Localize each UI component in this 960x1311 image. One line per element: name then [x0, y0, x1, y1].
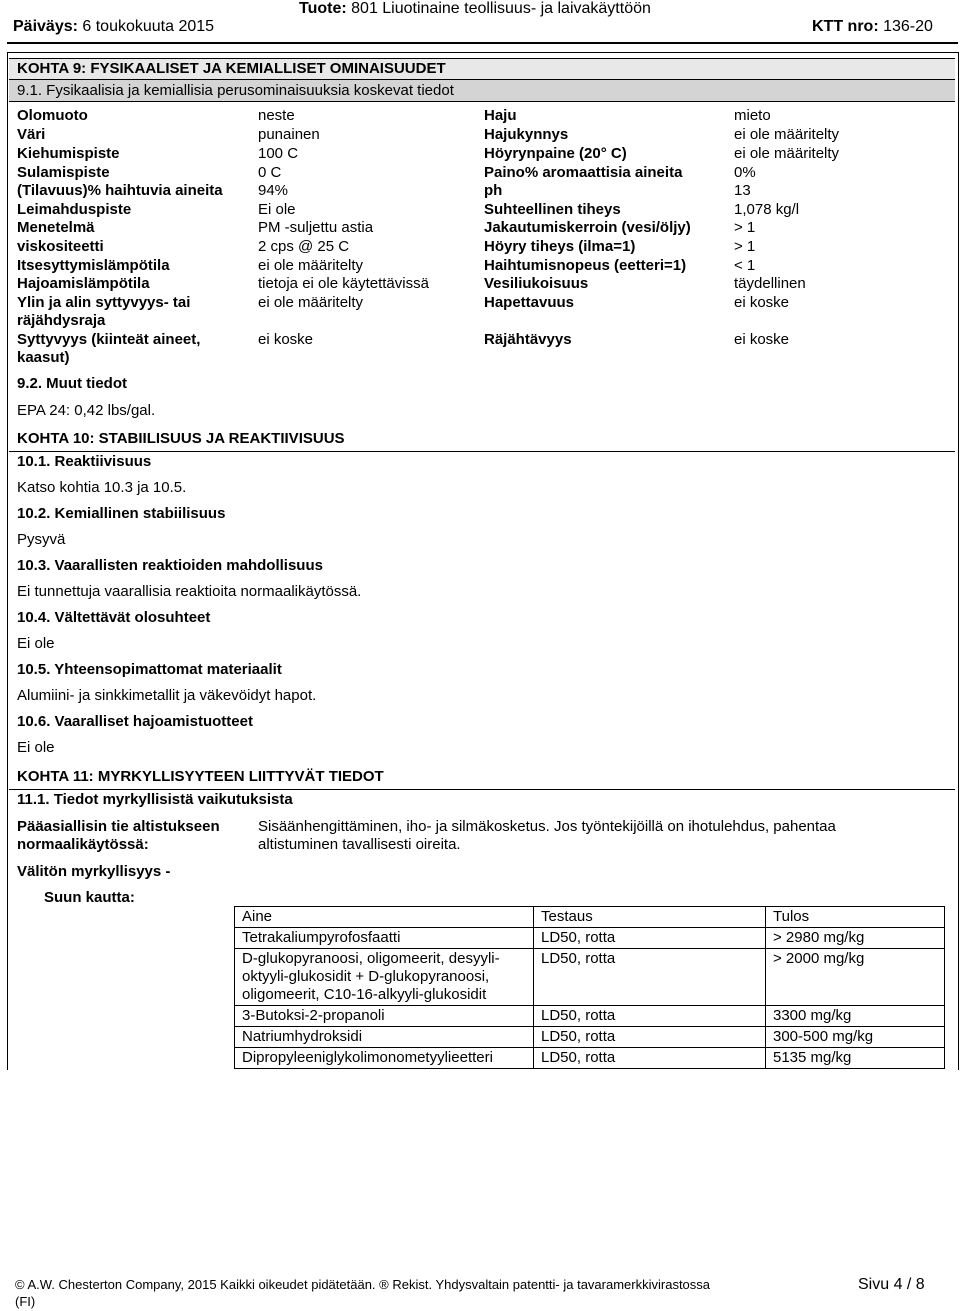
section11-heading: KOHTA 11: MYRKYLLISYYTEEN LIITTYVÄT TIEDOT: [17, 768, 384, 785]
product-label: Tuote:: [299, 0, 347, 17]
table-row: [235, 928, 945, 949]
property-label-left: Kiehumispiste: [17, 145, 120, 162]
property-label-right: Suhteellinen tiheys: [484, 201, 621, 218]
property-value-right: ei koske: [734, 331, 790, 348]
table-cell: 300-500 mg/kg: [766, 1027, 945, 1048]
header-rule: [7, 42, 958, 44]
footer-copyright: © A.W. Chesterton Company, 2015 Kaikki oikeudet pidätetään. ® Rekist. Yhdysvaltain patentti- ja tavaramerkkivirastossa: [15, 1277, 711, 1292]
property-label-right: Haihtumisnopeus (eetteri=1): [484, 257, 687, 274]
oral-label: Suun kautta:: [44, 889, 135, 906]
section10-item-text: Ei ole: [17, 739, 55, 756]
property-label-left: Ylin ja alin syttyvyys- tai räjähdysraja: [17, 294, 191, 329]
table-cell: Dipropyleeniglykolimonometyylieetteri: [235, 1048, 534, 1069]
property-label-right: Hajukynnys: [484, 126, 569, 143]
section10-item-title: 10.1. Reaktiivisuus: [17, 453, 152, 470]
table-row: [235, 1048, 945, 1069]
section10-item-text: Pysyvä: [17, 531, 66, 548]
property-value-right: 1,078 kg/l: [734, 201, 800, 218]
property-label-right: Haju: [484, 107, 517, 124]
property-value-left: Ei ole: [258, 201, 296, 218]
property-label-right: Vesiliukoisuus: [484, 275, 589, 292]
table-cell: LD50, rotta: [534, 928, 766, 949]
table-cell: D-glukopyranoosi, oligomeerit, desyyli-oktyyli-glukosidit + D-glukopyranoosi, oligomeerit, C10-16-alkyyli-glukosidit: [235, 949, 534, 1006]
property-label-left: Leimahduspiste: [17, 201, 132, 218]
property-value-right: 0%: [734, 164, 756, 181]
property-value-left: PM -suljettu astia: [258, 219, 374, 236]
table-header-row: [235, 907, 945, 928]
property-value-left: ei ole määritelty: [258, 257, 364, 274]
property-label-left: Hajoamislämpötila: [17, 275, 150, 292]
property-label-right: Paino% aromaattisia aineita: [484, 164, 683, 181]
property-value-left: 0 C: [258, 164, 282, 181]
table-cell: 3300 mg/kg: [766, 1006, 945, 1027]
section9-heading: KOHTA 9: FYSIKAALISET JA KEMIALLISET OMINAISUUDET: [9, 58, 955, 80]
section10-rule: [9, 451, 955, 452]
section10-item-text: Katso kohtia 10.3 ja 10.5.: [17, 479, 187, 496]
footer-page-number: Sivu 4 / 8: [858, 1276, 925, 1293]
property-value-left: 94%: [258, 182, 289, 199]
property-label-left: Olomuoto: [17, 107, 88, 124]
property-label-right: Höyrynpaine (20° C): [484, 145, 627, 162]
table-row: [235, 1006, 945, 1027]
property-value-left: ei koske: [258, 331, 314, 348]
ktt-value: 136-20: [883, 18, 933, 35]
property-value-left: ei ole määritelty: [258, 294, 364, 311]
section9-2-title: 9.2. Muut tiedot: [17, 375, 127, 392]
property-value-left: tietoja ei ole käytettävissä: [258, 275, 429, 292]
date-label: Päiväys:: [13, 18, 78, 35]
section10-item-text: Alumiini- ja sinkkimetallit ja väkevöidyt hapot.: [17, 687, 317, 704]
table-row: [235, 1027, 945, 1048]
table-cell: > 2000 mg/kg: [766, 949, 945, 1006]
property-value-left: 2 cps @ 25 C: [258, 238, 350, 255]
section10-item-title: 10.3. Vaarallisten reaktioiden mahdollisuus: [17, 557, 323, 574]
header-date: [13, 18, 214, 36]
property-label-left: Itsesyttymislämpötila: [17, 257, 170, 274]
exposure-label: Pääasiallisin tie altistukseen normaalikäytössä:: [17, 818, 220, 853]
property-label-right: Jakautumiskerroin (vesi/öljy): [484, 219, 691, 236]
section9-subheading: 9.1. Fysikaalisia ja kemiallisia perusominaisuuksia koskevat tiedot: [9, 80, 955, 102]
property-label-left: Väri: [17, 126, 46, 143]
property-value-right: < 1: [734, 257, 756, 274]
table-header-cell: Aine: [235, 907, 534, 928]
ktt-label: KTT nro:: [812, 18, 879, 35]
table-cell: LD50, rotta: [534, 949, 766, 1006]
acute-toxicity-label: Välitön myrkyllisyys -: [17, 863, 171, 880]
property-label-right: Räjähtävyys: [484, 331, 572, 348]
section10-item-title: 10.5. Yhteensopimattomat materiaalit: [17, 661, 282, 678]
toxicity-table: [234, 906, 945, 1069]
footer-language: (FI): [15, 1294, 36, 1309]
property-value-left: 100 C: [258, 145, 299, 162]
section10-item-title: 10.2. Kemiallinen stabiilisuus: [17, 505, 226, 522]
section10-item-title: 10.4. Vältettävät olosuhteet: [17, 609, 211, 626]
table-cell: > 2980 mg/kg: [766, 928, 945, 949]
property-value-right: mieto: [734, 107, 771, 124]
section9-2-text: EPA 24: 0,42 lbs/gal.: [17, 402, 156, 419]
property-value-right: ei ole määritelty: [734, 145, 840, 162]
section10-heading: KOHTA 10: STABIILISUUS JA REAKTIIVISUUS: [17, 430, 345, 447]
table-header-cell: Tulos: [766, 907, 945, 928]
property-label-left: (Tilavuus)% haihtuvia aineita: [17, 182, 223, 199]
section11-subheading: 11.1. Tiedot myrkyllisistä vaikutuksista: [17, 791, 293, 808]
section10-item-title: 10.6. Vaaralliset hajoamistuotteet: [17, 713, 253, 730]
table-cell: LD50, rotta: [534, 1006, 766, 1027]
header-product: [299, 0, 651, 18]
property-label-left: Menetelmä: [17, 219, 95, 236]
table-row: [235, 949, 945, 1006]
property-label-right: Höyry tiheys (ilma=1): [484, 238, 636, 255]
table-cell: 3-Butoksi-2-propanoli: [235, 1006, 534, 1027]
property-value-left: punainen: [258, 126, 320, 143]
date-value: 6 toukokuuta 2015: [82, 18, 215, 35]
property-value-right: 13: [734, 182, 751, 199]
property-label-left: Syttyvyys (kiinteät aineet, kaasut): [17, 331, 201, 366]
property-value-left: neste: [258, 107, 295, 124]
table-cell: Natriumhydroksidi: [235, 1027, 534, 1048]
property-value-right: ei koske: [734, 294, 790, 311]
property-label-left: viskositeetti: [17, 238, 104, 255]
table-cell: 5135 mg/kg: [766, 1048, 945, 1069]
table-cell: Tetrakaliumpyrofosfaatti: [235, 928, 534, 949]
section11-rule: [9, 789, 955, 790]
exposure-text: Sisäänhengittäminen, iho- ja silmäkosketus. Jos työntekijöillä on ihotulehdus, pahentaa altistuminen tavallisesti oireita.: [258, 818, 836, 853]
property-value-right: ei ole määritelty: [734, 126, 840, 143]
property-label-left: Sulamispiste: [17, 164, 110, 181]
property-value-right: > 1: [734, 238, 756, 255]
property-label-right: ph: [484, 182, 503, 199]
product-name: 801 Liuotinaine teollisuus- ja laivakäyttöön: [351, 0, 651, 17]
property-label-right: Hapettavuus: [484, 294, 575, 311]
table-cell: LD50, rotta: [534, 1027, 766, 1048]
section10-item-text: Ei tunnettuja vaarallisia reaktioita normaalikäytössä.: [17, 583, 362, 600]
header-ktt: [812, 18, 933, 36]
table-cell: LD50, rotta: [534, 1048, 766, 1069]
property-value-right: > 1: [734, 219, 756, 236]
property-value-right: täydellinen: [734, 275, 806, 292]
table-header-cell: Testaus: [534, 907, 766, 928]
section10-item-text: Ei ole: [17, 635, 55, 652]
